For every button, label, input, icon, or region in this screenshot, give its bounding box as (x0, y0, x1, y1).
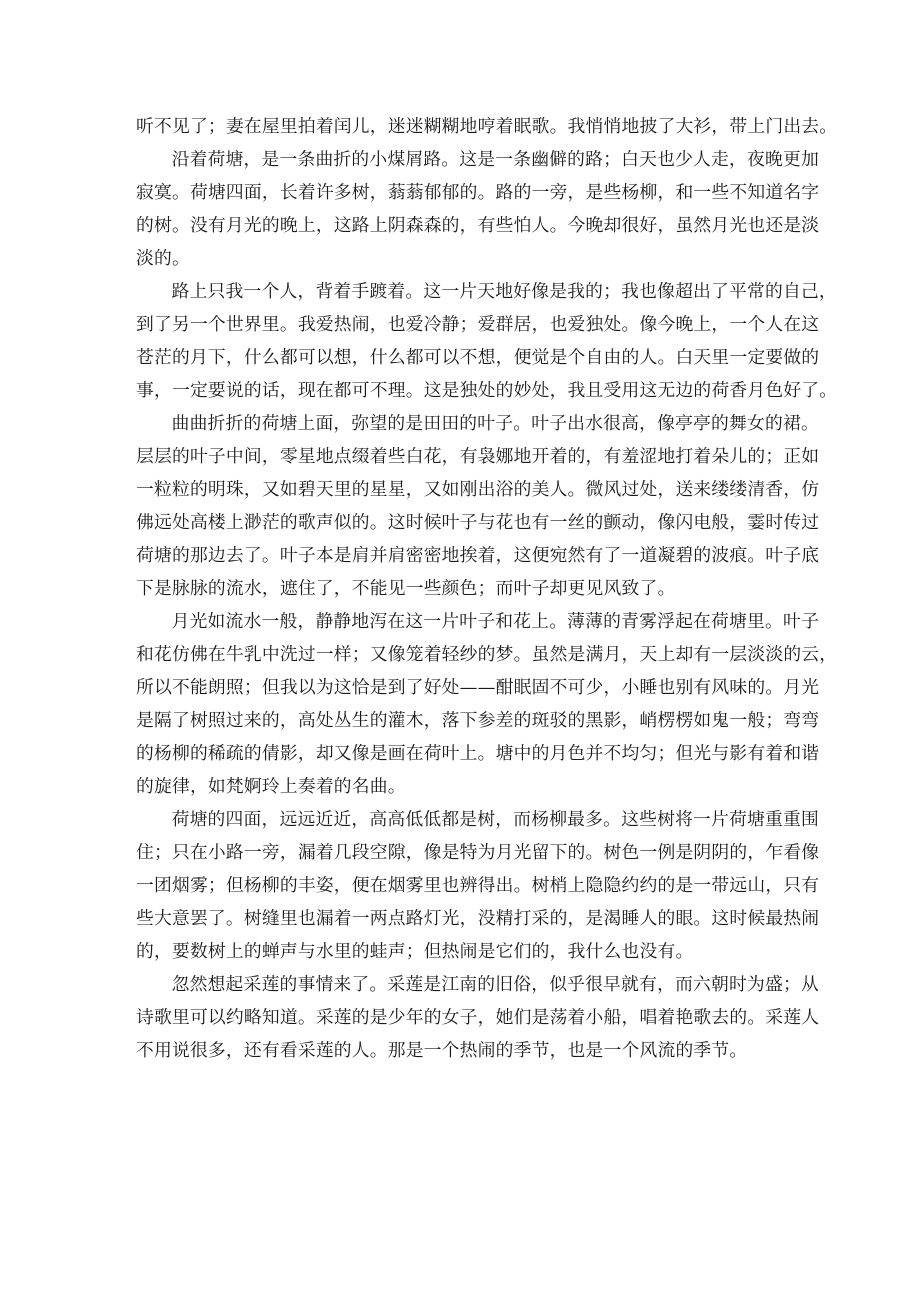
text-line: 的，要数树上的蝉声与水里的蛙声；但热闹是它们的，我什么也没有。 (136, 941, 694, 962)
text-line: 是隔了树照过来的，高处丛生的灌木，落下参差的斑驳的黑影，峭楞楞如鬼一般；弯弯 (136, 710, 820, 731)
paragraph-7 (136, 968, 820, 1067)
text-line: 荷塘的那边去了。叶子本是肩并肩密密地挨着，这便宛然有了一道凝碧的波痕。叶子底 (136, 545, 820, 566)
text-line: 层层的叶子中间，零星地点缀着些白花，有袅娜地开着的，有羞涩地打着朵儿的；正如 (136, 446, 820, 467)
text-line: 荷塘的四面，远远近近，高高低低都是树，而杨柳最多。这些树将一片荷塘重重围 (171, 809, 819, 830)
text-line: 听不见了；妻在屋里拍着闰儿，迷迷糊糊地哼着眠歌。我悄悄地披了大衫，带上门出去。 (136, 116, 838, 137)
text-line: 路上只我一个人，背着手踱着。这一片天地好像是我的；我也像超出了平常的自己， (171, 281, 837, 302)
text-line: 不用说很多，还有看采莲的人。那是一个热闹的季节，也是一个风流的季节。 (136, 1040, 748, 1061)
essay-body (136, 110, 838, 1067)
paragraph-4 (136, 407, 820, 605)
text-line: 忽然想起采莲的事情来了。采莲是江南的旧俗，似乎很早就有，而六朝时为盛；从 (171, 974, 819, 995)
text-line: 淡的。 (136, 248, 190, 269)
text-line: 所以不能朗照；但我以为这恰是到了好处——酣眠固不可少，小睡也别有风味的。月光 (136, 677, 820, 698)
text-line: 沿着荷塘，是一条曲折的小煤屑路。这是一条幽僻的路；白天也少人走，夜晚更加 (171, 149, 819, 170)
text-line: 佛远处高楼上渺茫的歌声似的。这时候叶子与花也有一丝的颤动，像闪电般，霎时传过 (136, 512, 820, 533)
text-line: 曲曲折折的荷塘上面，弥望的是田田的叶子。叶子出水很高，像亭亭的舞女的裙。 (171, 413, 819, 434)
text-line: 一团烟雾；但杨柳的丰姿，便在烟雾里也辨得出。树梢上隐隐约约的是一带远山，只有 (136, 875, 820, 896)
text-line: 下是脉脉的流水，遮住了，不能见一些颜色；而叶子却更见风致了。 (136, 578, 676, 599)
text-line: 的杨柳的稀疏的倩影，却又像是画在荷叶上。塘中的月色并不均匀；但光与影有着和谐 (136, 743, 820, 764)
text-line: 月光如流水一般，静静地泻在这一片叶子和花上。薄薄的青雾浮起在荷塘里。叶子 (171, 611, 819, 632)
text-line: 些大意罢了。树缝里也漏着一两点路灯光，没精打采的，是渴睡人的眼。这时候最热闹 (136, 908, 820, 929)
text-line: 住；只在小路一旁，漏着几段空隙，像是特为月光留下的。树色一例是阴阴的，乍看像 (136, 842, 820, 863)
paragraph-6 (136, 803, 820, 968)
paragraph-1 (136, 110, 838, 143)
paragraph-2 (136, 143, 820, 275)
paragraph-5 (136, 605, 838, 803)
text-line: 事，一定要说的话，现在都可不理。这是独处的妙处，我且受用这无边的荷香月色好了。 (136, 380, 838, 401)
text-line: 的旋律，如梵婀玲上奏着的名曲。 (136, 776, 406, 797)
text-line: 诗歌里可以约略知道。采莲的是少年的女子，她们是荡着小船，唱着艳歌去的。采莲人 (136, 1007, 820, 1028)
text-line: 到了另一个世界里。我爱热闹，也爱冷静；爱群居，也爱独处。像今晚上，一个人在这 (136, 314, 820, 335)
paragraph-3 (136, 275, 838, 407)
text-line: 和花仿佛在牛乳中洗过一样；又像笼着轻纱的梦。虽然是满月，天上却有一层淡淡的云， (136, 644, 838, 665)
text-line: 寂寞。荷塘四面，长着许多树，蓊蓊郁郁的。路的一旁，是些杨柳，和一些不知道名字 (136, 182, 820, 203)
text-line: 一粒粒的明珠，又如碧天里的星星，又如刚出浴的美人。微风过处，送来缕缕清香，仿 (136, 479, 820, 500)
text-line: 的树。没有月光的晚上，这路上阴森森的，有些怕人。今晚却很好，虽然月光也还是淡 (136, 215, 820, 236)
text-line: 苍茫的月下，什么都可以想，什么都可以不想，便觉是个自由的人。白天里一定要做的 (136, 347, 820, 368)
